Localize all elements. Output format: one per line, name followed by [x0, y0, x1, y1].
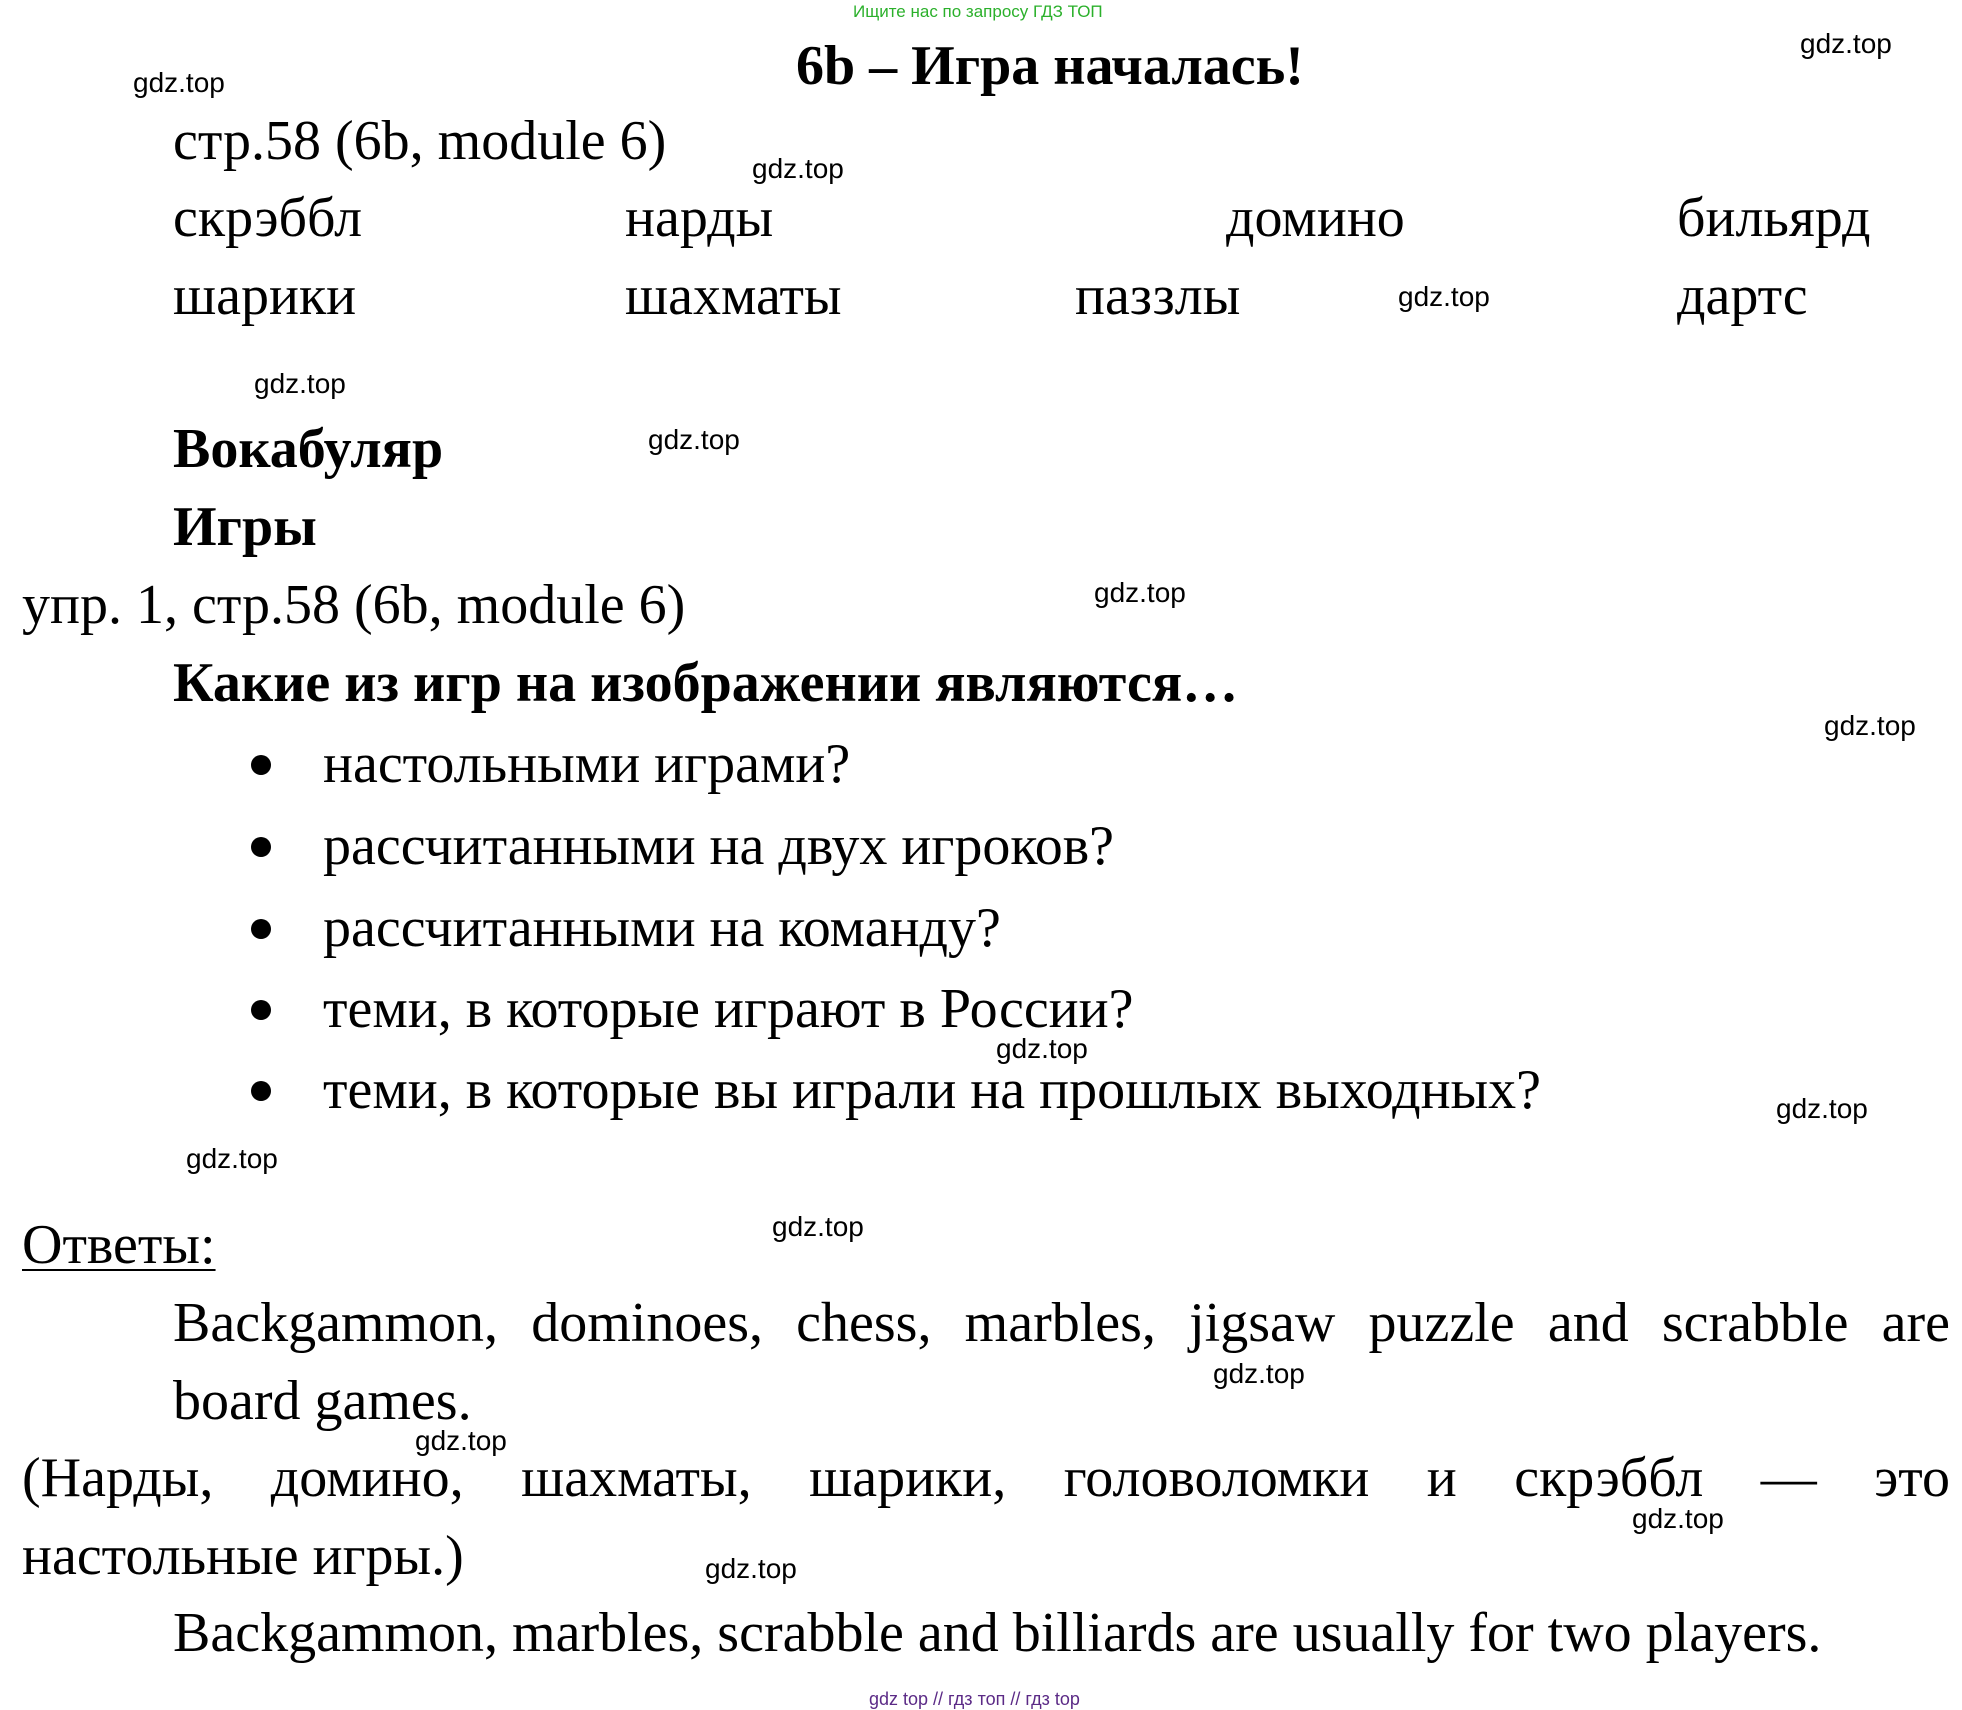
word-darts: дартс: [1677, 265, 1808, 327]
vocabulary-heading: Вокабуляр: [173, 418, 444, 480]
watermark: gdz.top: [648, 424, 740, 455]
bullet-item: рассчитанными на команду?: [323, 897, 1001, 959]
page-reference: стр.58 (6b, module 6): [173, 110, 667, 172]
bullet-dot: [251, 837, 271, 857]
page-title: 6b – Игра началась!: [796, 35, 1304, 97]
question-heading: Какие из игр на изображении являются…: [173, 652, 1239, 714]
word-marbles: шарики: [173, 265, 357, 327]
top-banner: Ищите нас по запросу ГДЗ ТОП: [853, 2, 1103, 21]
translation-1-line-2: настольные игры.): [22, 1525, 464, 1587]
word-puzzles: паззлы: [1075, 265, 1241, 327]
watermark: gdz.top: [186, 1143, 278, 1174]
watermark: gdz.top: [705, 1553, 797, 1584]
bullet-item: теми, в которые играют в России?: [323, 978, 1134, 1040]
watermark: gdz.top: [996, 1033, 1088, 1064]
answer-2: Backgammon, marbles, scrabble and billiards are usually for two players.: [173, 1602, 1822, 1664]
answers-label: Ответы:: [22, 1214, 216, 1276]
translation-1-line-1: (Нарды, домино, шахматы, шарики, головоломки и скрэббл — это: [22, 1447, 1950, 1509]
word-billiards: бильярд: [1677, 187, 1871, 249]
answer-1-line-2: board games.: [173, 1370, 472, 1432]
footer-links: gdz top // гдз топ // гдз top: [869, 1689, 1080, 1709]
watermark: gdz.top: [1800, 28, 1892, 59]
watermark: gdz.top: [752, 153, 844, 184]
watermark: gdz.top: [772, 1211, 864, 1242]
watermark: gdz.top: [133, 67, 225, 98]
bullet-item: теми, в которые вы играли на прошлых выходных?: [323, 1059, 1542, 1121]
word-backgammon: нарды: [625, 187, 774, 249]
watermark: gdz.top: [1632, 1503, 1724, 1534]
bullet-dot: [251, 755, 271, 775]
word-chess: шахматы: [625, 265, 842, 327]
watermark: gdz.top: [415, 1425, 507, 1456]
games-heading: Игры: [173, 496, 317, 558]
bullet-dot: [251, 1081, 271, 1101]
watermark: gdz.top: [1094, 577, 1186, 608]
watermark: gdz.top: [1824, 710, 1916, 741]
exercise-reference: упр. 1, стр.58 (6b, module 6): [22, 574, 686, 636]
bullet-item: рассчитанными на двух игроков?: [323, 815, 1114, 877]
word-scrabble: скрэббл: [173, 187, 363, 249]
word-dominoes: домино: [1226, 187, 1405, 249]
watermark: gdz.top: [1213, 1358, 1305, 1389]
answer-1-line-1: Backgammon, dominoes, chess, marbles, jigsaw puzzle and scrabble are: [173, 1292, 1950, 1354]
watermark: gdz.top: [254, 368, 346, 399]
bullet-dot: [251, 919, 271, 939]
watermark: gdz.top: [1398, 281, 1490, 312]
bullet-item: настольными играми?: [323, 733, 851, 795]
watermark: gdz.top: [1776, 1093, 1868, 1124]
bullet-dot: [251, 1000, 271, 1020]
